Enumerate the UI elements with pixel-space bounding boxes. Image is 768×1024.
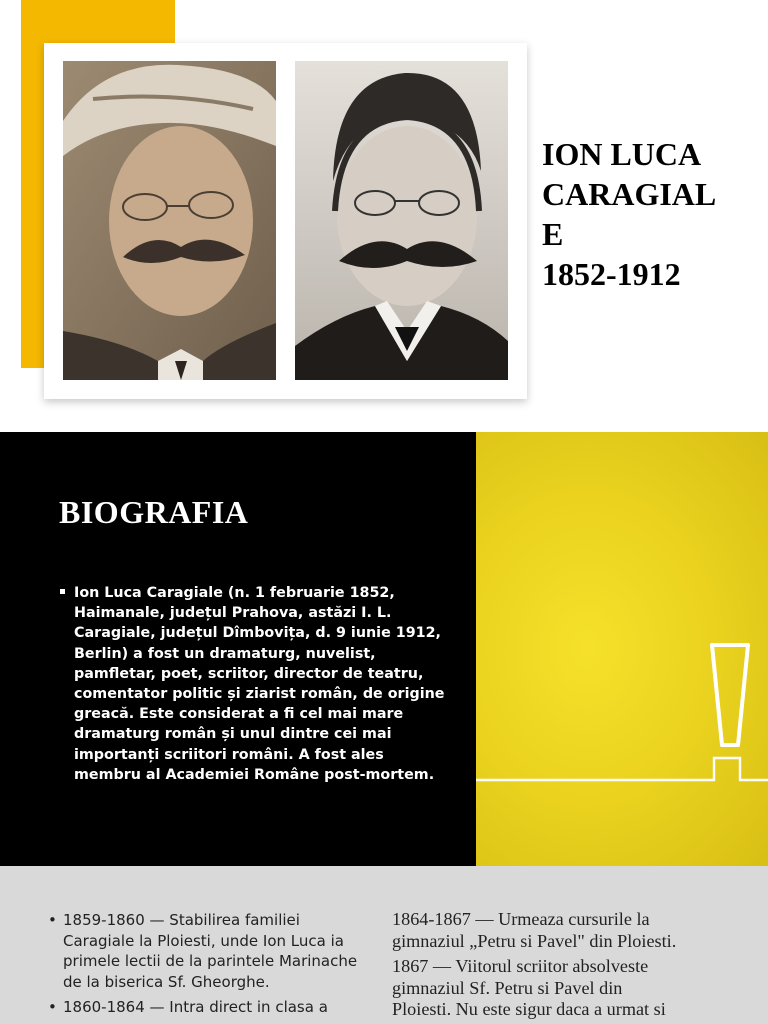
bullet-icon: •	[48, 911, 57, 929]
portrait-with-hat	[63, 61, 276, 380]
paragraph-line: pamfletar, poet, scriitor, director de teatru,	[74, 665, 424, 682]
list-item-line: Caragiale la Ploiesti, unde Ion Luca ia	[63, 931, 344, 950]
title-line: ION LUCA	[542, 136, 702, 172]
list-item	[46, 997, 374, 1018]
list-item-line: 1859-1860 — Stabilirea familiei	[63, 911, 300, 929]
list-item-line: de la biserica Sf. Gheorghe.	[63, 972, 270, 991]
bullet-icon	[60, 589, 65, 594]
list-item-line: 1860-1864 — Intra direct in clasa a	[63, 998, 328, 1016]
exclamation-mark-icon	[476, 432, 768, 866]
timeline-list-left	[46, 910, 374, 1023]
title-dates: 1852-1912	[542, 256, 681, 292]
list-item	[46, 910, 374, 992]
biography-paragraph	[59, 583, 451, 785]
paragraph-line: Haimanale, județul Prahova, astăzi I. L.	[74, 605, 392, 622]
timeline-text-right	[392, 909, 764, 1024]
paragraph-line: gimnaziul Sf. Petru si Pavel din	[392, 977, 623, 998]
biography-heading: BIOGRAFIA	[59, 494, 249, 530]
title-line: E	[542, 216, 564, 252]
portrait-with-pince-nez	[295, 61, 508, 380]
paragraph-line: Ion Luca Caragiale (n. 1 februarie 1852,	[74, 585, 395, 601]
paragraph-line: gimnaziul „Petru si Pavel" din Ploiesti.	[392, 930, 677, 951]
paragraph-line: dramaturg român și unul dintre cei mai	[74, 726, 392, 743]
photo-card	[44, 43, 527, 399]
biography-list	[59, 583, 451, 785]
timeline-slide	[0, 866, 768, 1024]
paragraph-line: membru al Academiei Române post-mortem.	[74, 766, 435, 783]
paragraph-line: comentator politic și ziarist român, de origine	[74, 686, 445, 703]
biography-slide	[0, 432, 768, 866]
yellow-panel	[476, 432, 768, 866]
list-item-line: primele lectii de la parintele Marinache	[63, 952, 358, 970]
paragraph-line: greacă. Este considerat a fi cel mai mare	[74, 706, 404, 723]
bullet-icon: •	[48, 998, 57, 1016]
timeline-paragraph	[392, 909, 764, 952]
title-slide	[0, 0, 768, 432]
paragraph-line: Berlin) a fost un dramaturg, nuvelist,	[74, 645, 376, 662]
paragraph-line: 1864-1867 — Urmeaza cursurile la	[392, 909, 650, 929]
slide-title	[542, 134, 762, 294]
timeline-paragraph	[392, 956, 764, 1021]
paragraph-line: Ploiesti. Nu este sigur daca a urmat si	[392, 999, 666, 1020]
paragraph-line: Caragiale, județul Dîmbovița, d. 9 iunie 1912,	[74, 625, 441, 642]
paragraph-line: 1867 — Viitorul scriitor absolveste	[392, 956, 649, 977]
paragraph-line: importanți scriitori români. A fost ales	[74, 746, 384, 763]
title-line: CARAGIAL	[542, 176, 717, 212]
